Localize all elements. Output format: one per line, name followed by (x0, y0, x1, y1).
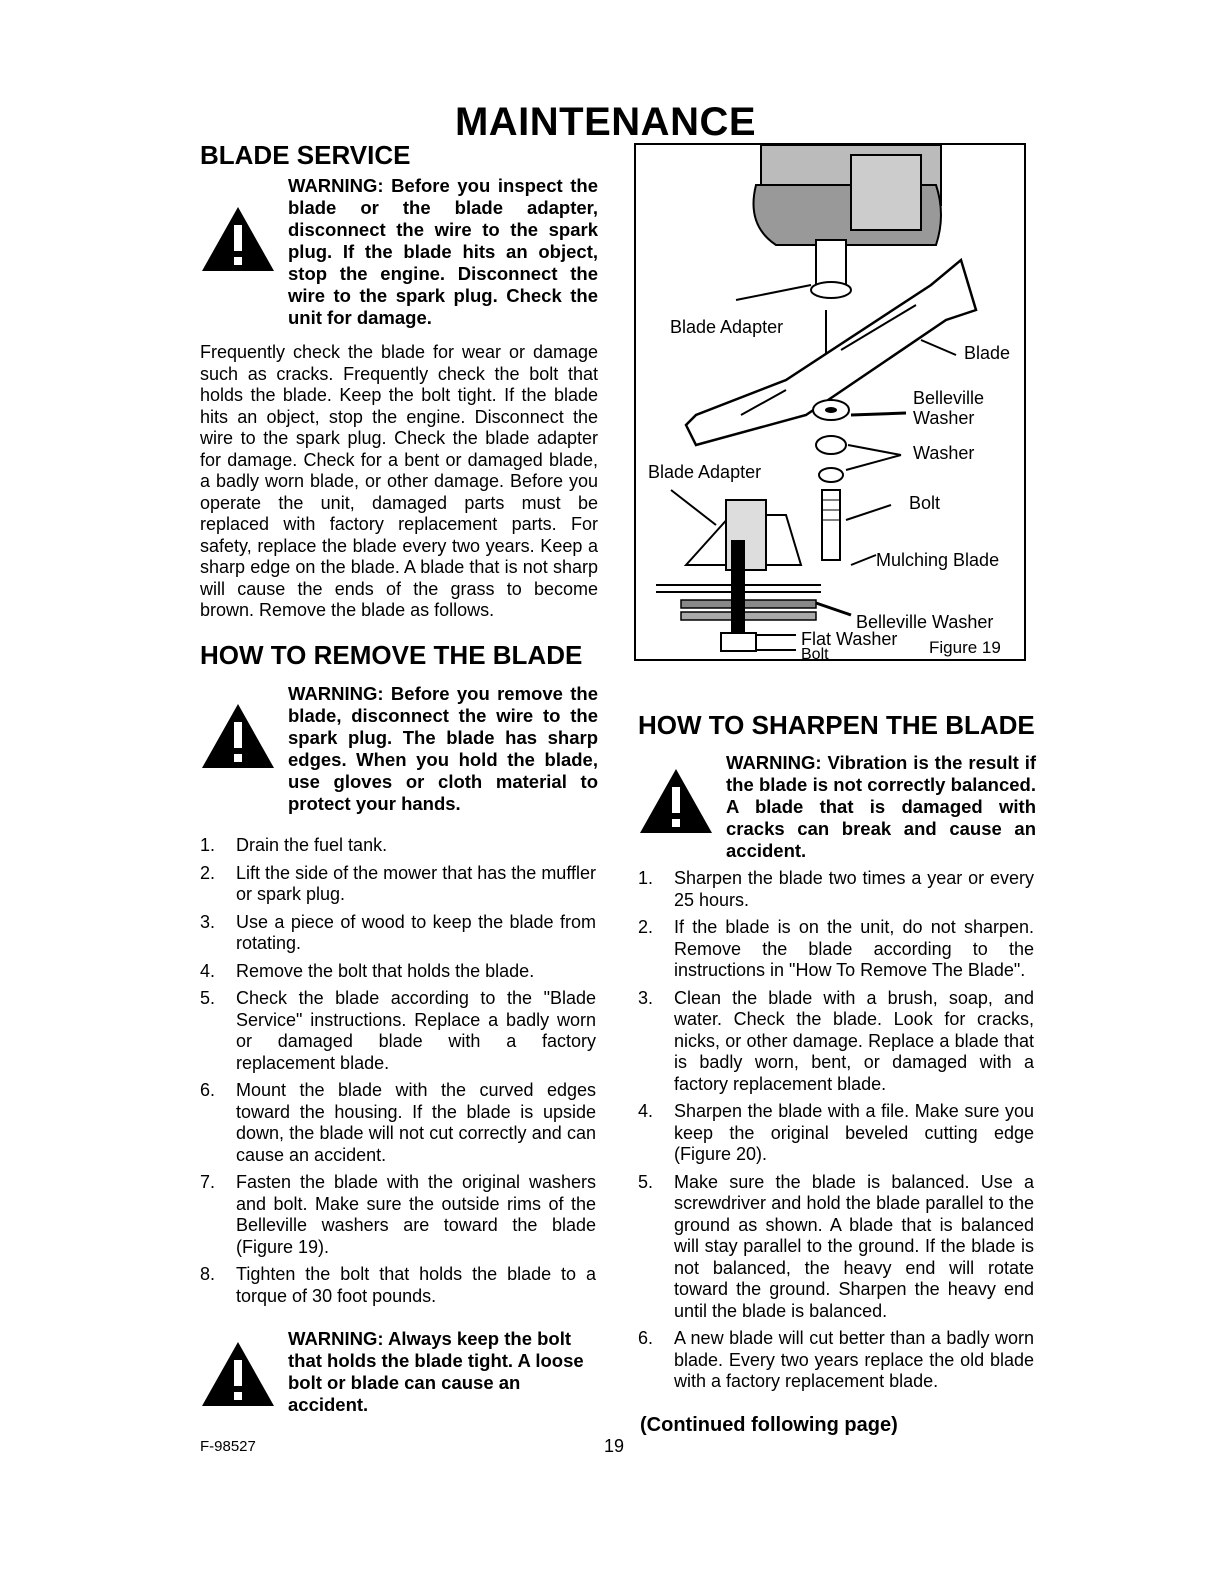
list-item: 1. Drain the fuel tank. (200, 835, 388, 855)
list-item: 2. Lift the side of the mower that has the muffler or spark plug. (200, 862, 596, 904)
label-belleville-washer: Belleville Washer (913, 388, 985, 428)
blade-service-heading: BLADE SERVICE (200, 140, 411, 170)
remove-blade-heading: HOW TO REMOVE THE BLADE (200, 640, 583, 670)
blade-service-warning: WARNING: Before you inspect the blade or the blade adapter, disconnect the wire to the spark plug. If the blade hits an object, stop the engine. Disconnect the wire to the spark plug. Check the unit for damage. (288, 175, 598, 328)
list-item: 8. Tighten the bolt that holds the blade to a torque of 30 foot pounds. (200, 1264, 596, 1306)
warning-triangle-icon (200, 1340, 276, 1408)
list-item: 4. Remove the bolt that holds the blade. (200, 960, 535, 981)
label-bolt-2: Bolt (801, 646, 829, 663)
list-item: 7. Fasten the blade with the original washers and bolt. Make sure the outside rims of the Belleville washers are toward the blade (Figure 19). (200, 1172, 596, 1257)
list-item: 1. Sharpen the blade two times a year or every 25 hours. (638, 868, 1034, 910)
list-item: 2. If the blade is on the unit, do not sharpen. Remove the blade according to the instructions in "How To Remove The Blade". (638, 917, 1034, 980)
page-title: MAINTENANCE (454, 100, 757, 144)
list-item: 6. Mount the blade with the curved edges toward the housing. If the blade is upside down, the blade will not cut correctly and can cause an accident. (200, 1080, 596, 1165)
list-item: 3. Clean the blade with a brush, soap, and water. Check the blade. Look for cracks, nicks, or other damage. Replace a blade that is badly worn, bent, or damaged with a factory replacement blade. (638, 987, 1034, 1094)
sharpen-steps-list (638, 868, 1034, 1399)
list-item: 3. Use a piece of wood to keep the blade from rotating. (200, 911, 596, 953)
label-blade-adapter-top: Blade Adapter (670, 317, 784, 337)
list-item: 5. Make sure the blade is balanced. Use a screwdriver and hold the blade parallel to the ground as shown. A blade that is balanced will stay parallel to the ground. If the blade is not balanced, the heavy end will rotate toward the ground. Sharpen the heavy end until the blade is balanced. (638, 1171, 1034, 1321)
label-bolt: Bolt (909, 493, 941, 513)
label-mulching-blade: Mulching Blade (876, 550, 1000, 570)
list-item: 4. Sharpen the blade with a file. Make sure you keep the original beveled cutting edge (Figure 20). (638, 1101, 1034, 1164)
label-blade-adapter-bottom: Blade Adapter (648, 462, 762, 482)
warning-triangle-icon (200, 205, 276, 273)
list-item: 6. A new blade will cut better than a badly worn blade. Every two years replace the old blade with a factory replacement blade. (638, 1328, 1034, 1391)
label-blade: Blade (964, 343, 1011, 363)
label-belleville-washer-2: Belleville Washer (856, 612, 994, 632)
figure-19 (634, 143, 1026, 661)
sharpen-warning: WARNING: Vibration is the result if the blade is not correctly balanced. A blade that is damaged with cracks can break and cause an accident. (726, 752, 1036, 861)
blade-service-body: Frequently check the blade for wear or damage such as cracks. Frequently check the bolt that holds the blade. Keep the bolt tight. If the blade hits an object, stop the engine. Disconnect the wire to the spark plug. Check the blade adapter for damage. Check for a bent or damaged blade, a badly worn blade, or other damage. Before you operate the unit, damaged parts must be replaced with factory replacement parts. For safety, replace the blade every two years. Keep a sharp edge on the blade. A blade that is not sharp will cause the ends of the grass to become brown. Remove the blade as follows. (200, 342, 598, 620)
list-item: 5. Check the blade according to the "Blade Service" instructions. Replace a badly worn or damaged blade with a factory replacement blade. (200, 988, 596, 1073)
remove-steps-list (200, 835, 596, 1313)
continued-note: (Continued following page) (640, 1414, 898, 1436)
sharpen-blade-heading: HOW TO SHARPEN THE BLADE (638, 710, 1035, 740)
bolt-warning: WARNING: Always keep the bolt that holds the blade tight. A loose bolt or blade can cause an accident. (288, 1328, 584, 1415)
warning-triangle-icon (200, 702, 276, 770)
footer-code: F-98527 (200, 1438, 256, 1455)
label-flat-washer: Flat Washer (801, 629, 898, 649)
warning-triangle-icon (638, 767, 714, 835)
figure-caption: Figure 19 (929, 638, 1001, 657)
label-washer: Washer (913, 443, 975, 463)
page-number: 19 (604, 1436, 625, 1456)
remove-blade-warning: WARNING: Before you remove the blade, disconnect the wire to the spark plug. The blade has sharp edges. When you hold the blade, use gloves or cloth material to protect your hands. (288, 683, 598, 814)
